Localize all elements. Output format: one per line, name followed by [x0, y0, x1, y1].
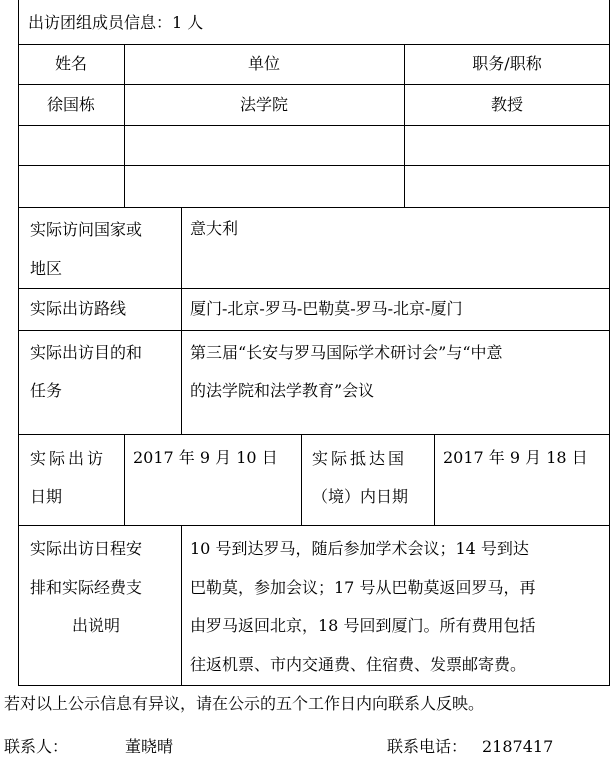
- row-divider: [18, 84, 610, 85]
- column-header-name: 姓名: [54, 54, 87, 73]
- country-value: 意大利: [190, 219, 239, 238]
- return-date-value: 2017 年 9 月 18 日: [443, 448, 588, 467]
- row-divider: [18, 434, 610, 435]
- country-label-line2: 地区: [30, 259, 63, 278]
- phone-value: 2187417: [482, 737, 554, 756]
- objection-notice: 若对以上公示信息有异议，请在公示的五个工作日内向联系人反映。: [4, 694, 485, 713]
- row-divider: [18, 165, 610, 166]
- route-label: 实际出访路线: [30, 299, 127, 318]
- schedule-value-line2: 巴勒莫，参加会议；17 号从巴勒莫返回罗马，再: [190, 578, 536, 597]
- row-divider: [18, 330, 610, 331]
- depart-date-value: 2017 年 9 月 10 日: [133, 448, 278, 467]
- return-date-label: 实际抵达国: [312, 449, 408, 468]
- purpose-value-line2: 的法学院和法学教育”会议: [190, 381, 375, 400]
- member-title: 教授: [490, 95, 523, 114]
- route-value: 厦门-北京-罗马-巴勒莫-罗马-北京-厦门: [190, 299, 463, 318]
- purpose-value: 第三届“长安与罗马国际学术研讨会”与“中意: [190, 343, 503, 362]
- schedule-value-line3: 由罗马返回北京，18 号回到厦门。所有费用包括: [190, 616, 536, 635]
- col-divider: [434, 434, 435, 525]
- column-header-unit: 单位: [247, 54, 280, 73]
- schedule-label: 实际出访日程安: [30, 539, 143, 558]
- col-divider: [181, 525, 182, 686]
- country-label: 实际访问国家或: [30, 220, 143, 239]
- col-divider: [301, 434, 302, 525]
- schedule-value-line4: 往返机票、市内交通费、住宿费、发票邮寄费。: [190, 655, 527, 674]
- member-unit: 法学院: [239, 95, 288, 114]
- purpose-label: 实际出访目的和: [30, 343, 143, 362]
- schedule-label-line2: 排和实际经费支: [30, 578, 143, 597]
- schedule-label-line3: 出说明: [72, 616, 121, 635]
- purpose-label-line2: 任务: [30, 381, 63, 400]
- col-divider: [181, 207, 182, 434]
- row-divider: [18, 207, 610, 208]
- phone-label: 联系电话：: [387, 737, 468, 756]
- return-date-label-line2: （境）内日期: [312, 487, 409, 506]
- depart-date-label-line2: 日期: [30, 487, 63, 506]
- depart-date-label: 实际出访: [30, 449, 107, 468]
- contact-name: 董晓晴: [125, 737, 174, 756]
- contact-label: 联系人：: [4, 737, 69, 756]
- members-info: 出访团组成员信息：1 人: [28, 13, 204, 32]
- row-divider: [18, 44, 610, 45]
- row-divider: [18, 525, 610, 526]
- schedule-value: 10 号到达罗马，随后参加学术会议；14 号到达: [190, 539, 529, 558]
- col-divider: [124, 434, 125, 525]
- row-divider: [18, 125, 610, 126]
- row-divider: [18, 288, 610, 289]
- column-header-title: 职务/职称: [472, 54, 542, 73]
- member-name: 徐国栋: [46, 95, 95, 114]
